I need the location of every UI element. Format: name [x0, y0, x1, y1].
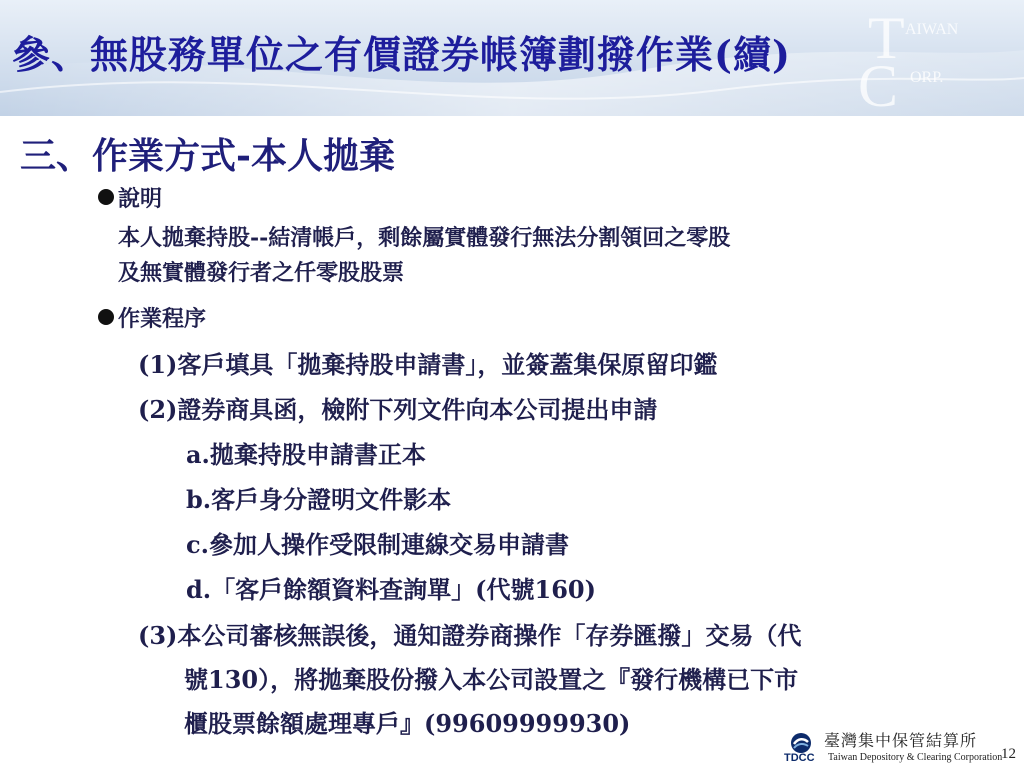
step-2a: a.拋棄持股申請書正本	[186, 440, 426, 469]
watermark-c: C	[858, 53, 899, 116]
watermark-corp: ORP.	[910, 69, 944, 86]
logo-chinese-name: 臺灣集中保管結算所	[824, 731, 978, 750]
step-3-line-1: (3)本公司審核無誤後，通知證券商操作「存券匯撥」交易（代	[138, 621, 802, 650]
procedure-heading: 作業程序	[118, 306, 207, 332]
step-1: (1)客戶填具「拋棄持股申請書」，並簽蓋集保原留印鑑	[138, 350, 718, 379]
watermark-t: T	[868, 5, 905, 71]
bullet-item-procedure	[98, 302, 206, 333]
step-2b: b.客戶身分證明文件影本	[186, 485, 452, 514]
step-3-line-3: 櫃股票餘額處理專戶』(99609999930)	[184, 709, 631, 738]
page-number: 12	[1001, 746, 1016, 762]
step-2c: c.參加人操作受限制連線交易申請書	[186, 530, 569, 559]
logo-english-name: Taiwan Depository & Clearing Corporation	[828, 752, 1003, 763]
bullet-dot-icon	[98, 189, 114, 205]
description-heading: 說明	[118, 186, 163, 212]
bullet-dot-icon	[98, 309, 114, 325]
step-3-line-2: 號130），將拋棄股份撥入本公司設置之『發行機構已下市	[184, 665, 799, 694]
logo-short-name: TDCC	[784, 752, 815, 764]
bullet-item-description	[98, 182, 162, 213]
description-line-1: 本人拋棄持股--結清帳戶，剩餘屬實體發行無法分割領回之零股	[118, 225, 731, 251]
watermark-taiwan: AIWAN	[905, 21, 959, 38]
step-2d: d.「客戶餘額資料查詢單」(代號160)	[186, 575, 596, 604]
tdcc-logo	[784, 724, 1024, 768]
step-2: (2)證券商具函，檢附下列文件向本公司提出申請	[138, 395, 658, 424]
section-subtitle: 三、作業方式-本人拋棄	[20, 135, 395, 177]
page-title: 參、無股務單位之有價證券帳簿劃撥作業(續)	[12, 32, 791, 77]
header-banner	[0, 0, 1024, 116]
tdcc-logo-mark-icon	[790, 732, 812, 754]
description-line-2: 及無實體發行者之仟零股股票	[118, 260, 405, 286]
